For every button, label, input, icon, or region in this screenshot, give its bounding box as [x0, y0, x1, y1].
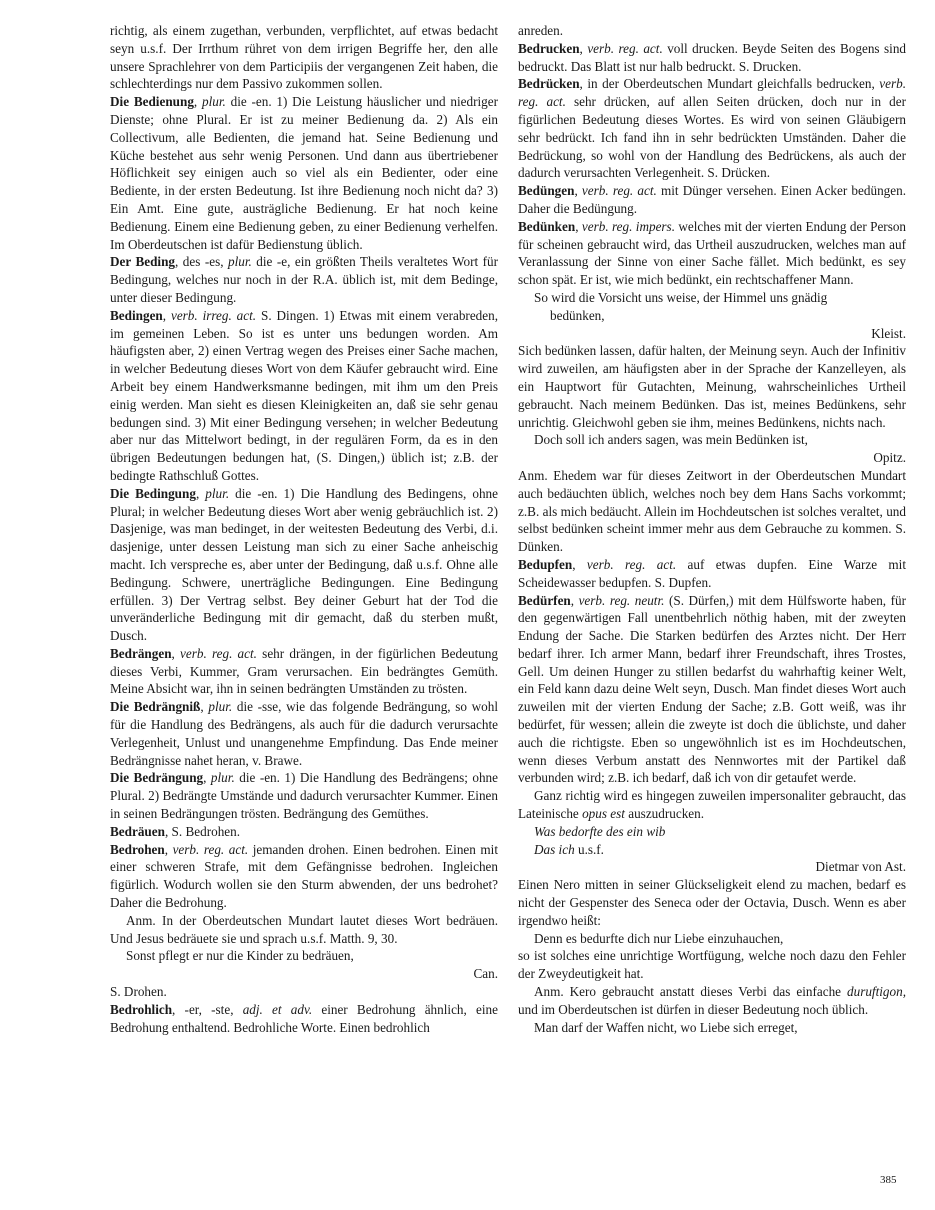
- grammar: verb. irreg. act.: [170, 307, 257, 323]
- headword: Die Bedingung: [110, 485, 196, 501]
- grammar: verb. reg. act.: [587, 40, 663, 56]
- headword: Bedrohen: [110, 841, 165, 857]
- text-run: und im Oberdeutschen ist dürfen in dieser Bedeutung noch üblich.: [518, 1001, 869, 1017]
- left-column: [110, 22, 498, 1036]
- entry-text-pre: , -er, -ste,: [172, 1001, 243, 1017]
- text-run: auszudrucken.: [624, 806, 705, 822]
- right-paragraph-5: so ist solches eine unrichtige Wortfügung, welche noch dazu den Fehler der Zweydeutigkeit hat.: [518, 948, 906, 982]
- old-german-quote: Was bedorfte des ein wib: [534, 823, 666, 839]
- verse-quote: Doch soll ich anders sagen, was mein Bedünken ist,: [534, 432, 808, 448]
- entry-text-pre: , des -es,: [175, 254, 228, 270]
- entry-bedingung: Die Bedingung, plur. die -en. 1) Die Handlung des Bedingens, ohne Plural; in welcher Bedeutung dieses Wort aber wenig gebräuchlich ist. 2) Dasjenige, was man bedinget, in der weitesten Bedeutung des Verbi, d.i. dasjenige, unter dessen Leistung man sich zu einer Sache anheischig macht. Ich verspreche es, aber unter der Bedingung, daß u.s.f. Ohne alle Bedingung. Schwere, unerträgliche Bedingungen. Eine Bedingung erfüllen. 3) Der Vertrag selbst. Bey deiner Geburt hat der Tod die unveränderliche Bedingung mit dir gemacht, daß du sterben mußt, Dusch.: [110, 485, 499, 644]
- text-run: Anm. Kero gebraucht anstatt dieses Verbi das einfache: [534, 984, 848, 1000]
- headword: Bedrängen: [110, 645, 172, 661]
- verse-quote-continuation: bedünken,: [550, 307, 605, 323]
- quote-source: Kleist.: [871, 325, 906, 341]
- headword: Bedrucken: [518, 40, 580, 56]
- annotation: Anm. In der Oberdeutschen Mundart lautet dieses Wort bedräuen. Und Jesus bedräuete sie und sprach u.s.f. Matth. 9, 30.: [110, 912, 498, 946]
- headword: Bedräuen: [110, 823, 165, 839]
- entry-bedienung: Die Bedienung, plur. die -en. 1) Die Leistung häuslicher und niedriger Dienste; ohne Plural. Er ist zu meiner Bedienung da. 2) Als ein Collectivum, alle Bedienten, die jemand hat. Seine Bedienung und Küche bestehet aus sehr wenig Personen. Und dann aus übertriebener Höflichkeit sey einigen auch so viel als ein Bedienter, oder eine Bediente, in der ersten Bedeutung. Ist ihre Bedienung noch nicht da? 3) Ein Amt. Eine gute, austrägliche Bedienung. Er hat noch keine Bedienung. Einem eine Bedienung geben, zu einer Bedienung verhelfen. Im Oberdeutschen ist dafür Bedienstung üblich.: [110, 94, 499, 252]
- quote-source: Dietmar von Ast.: [815, 859, 906, 875]
- entry-text: mit Dünger versehen. Einen Acker bedüngen. Daher die Bedüngung.: [518, 183, 906, 216]
- annotation: [518, 983, 906, 1019]
- entry-bedingen: Bedingen, verb. irreg. act. S. Dingen. 1) Etwas mit einem verabreden, im gemeinen Leben. So ist es unter uns bedungen worden. Am häufigsten aber, 2) einen Vertrag wegen des Preises einer Sache machen, in welcher Bedeutung dieses Wort von dem Käufer gebraucht wird. Eine Arbeit bey einem Handwerksmanne bedingen, mit ihm um den Preis einig werden. Man sieht es diesen Kleinigkeiten an, daß sie sehr genau bedungen sind. 3) Mit einer Bedingung versehen; in welcher Bedeutung aber nur das Mittelwort bedingt, in der regulären Form, da es in den übrigen Bedeutungen bedungen hat, (S. Dingen,) üblich ist; z.B. der bedingte Rathschluß Gottes.: [110, 307, 499, 483]
- headword: Bedingen: [110, 307, 163, 323]
- entry-text: jemanden drohen. Einen bedrohen. Einen mit einer schweren Strafe, mit dem Gefängnisse bedrohen. Ingleichen figürlich. Wodurch wollen sie den Sturm abwenden, der uns bedrohet? Daher die Bedrohung.: [110, 841, 499, 911]
- grammar: plur.: [202, 94, 226, 110]
- headword: Bedünken: [518, 218, 576, 234]
- page-number: 385: [880, 1174, 897, 1186]
- grammar: plur.: [227, 254, 252, 270]
- grammar: verb. reg. act.: [586, 556, 677, 572]
- entry-bedraengung: Die Bedrängung, plur. die -en. 1) Die Handlung des Bedrängens; ohne Plural. 2) Bedrängte Umstände und dadurch verursachter Kummer. Einen in seinen Bedrängungen trösten. Bedrängung des Gemüthes.: [110, 770, 498, 822]
- entry-beduengen: Bedüngen, verb. reg. act. mit Dünger versehen. Einen Acker bedüngen. Daher die Bedüngung.: [518, 183, 906, 216]
- entry-text: die -sse, wie das folgende Bedrängung, so wohl für die Handlung des Bedrängens, als auch für die dadurch verursachte Verlegenheit, Unlust und unangenehme Empfindung. Das Ende meiner Bedrängnisse nahet heran, v. Brawe.: [110, 699, 499, 768]
- headword: Bedrücken: [518, 76, 580, 92]
- right-paragraph-4: Einen Nero mitten in seiner Glückseligkeit elend zu machen, bedarf es nicht der Gespenster des Seneca oder der Octavia, Dusch. Wenn es aber irgendwo heißt:: [518, 877, 906, 928]
- entry-bedupfen: Bedupfen, verb. reg. act. auf etwas dupfen. Eine Warze mit Scheidewasser bedupfen. S. Dupfen.: [518, 556, 907, 590]
- entry-text: die -en. 1) Die Handlung des Bedrängens; ohne Plural. 2) Bedrängte Umstände und dadurch verursachter Kummer. Einen in seinen Bedrängungen trösten. Bedrängung des Gemüthes.: [110, 770, 498, 822]
- cross-reference: S. Drohen.: [110, 984, 167, 1000]
- text-run: u.s.f.: [574, 841, 604, 857]
- right-paragraph-2: Sich bedünken lassen, dafür halten, der Meinung seyn. Auch der Infinitiv wird zuweilen, am häufigsten aber in der Sprache der Kanzelleyen, als ein Hauptwort für Gutachten, Meinung, wahrscheinliches Urtheil gebraucht. Nach meinem Bedünken. Das ist, meines Bedünkens, sehr unrichtig. Gleichwohl geben sie ihm, meines Bedünkens, nichts nach.: [518, 343, 906, 430]
- entry-bedraeuen: [110, 823, 498, 841]
- entry-text: die -en. 1) Die Leistung häuslicher und niedriger Dienste; ohne Plural. Er ist zu meiner Bedienung da. 2) Als ein Collectivum, alle Bedienten, die jemand hat. Seine Bedienung und Küche bestehet aus sehr wenig Personen. Und dann aus übertriebener Höflichkeit sey einigen auch so viel als ein Bedienter, oder eine Bediente, in der ersten Bedeutung. Ist ihre Bedienung noch nicht da? 3) Ein Amt. Eine gute, austrägliche Bedienung. Er hat noch keine Bedienung. Einem eine Bedienung geben, zu einer Bedienung verhelfen. Im Oberdeutschen ist dafür Bedienstung üblich.: [110, 94, 499, 252]
- old-german-quote: [518, 841, 906, 859]
- entry-text: die -e, ein größten Theils veraltetes Wort für Bedingung, welches nur noch in der R.A. üblich ist, mit dem Bedinge, unter dieser Bedingung.: [110, 254, 498, 305]
- grammar: plur.: [210, 770, 235, 786]
- verse-quote: So wird die Vorsicht uns weise, der Himmel uns gnädig: [534, 289, 828, 305]
- entry-beduenken: Bedünken, verb. reg. impers. welches mit der vierten Endung der Person für scheinen gebraucht wird, das Urtheil auszudrucken, welches man auf Veranlassung der Sinne von einer Sache fället. Mich bedünkt, es sey schon spät. Er ist, wie mich bedünkt, ein rechtschaffener Mann.: [518, 218, 907, 288]
- entry-text: , S. Bedrohen.: [164, 823, 241, 839]
- quote-italic: Das ich: [534, 841, 575, 857]
- verse-quote: Sonst pflegt er nur die Kinder zu bedräuen,: [126, 948, 354, 964]
- entry-text-pre: , in der Oberdeutschen Mundart gleichfalls bedrucken,: [579, 76, 880, 92]
- grammar: adj. et adv.: [242, 1001, 313, 1017]
- right-paragraph-3: [518, 787, 906, 823]
- grammar: verb. reg. act.: [180, 645, 257, 661]
- entry-bedraengen: Bedrängen, verb. reg. act. sehr drängen, in der figürlichen Bedeutung dieses Verbi, Kummer, Gram verursachen. Ein bedrängtes Gemüth. Meine Absicht war, ihn in seinen bedrängten Umständen zu trösten.: [110, 645, 499, 697]
- entry-text: (S. Dürfen,) mit dem Hülfsworte haben, für den gegenwärtigen Fall unentbehrlich nöthig haben, mit der zweyten Endung der Sache. Die Starken bedürfen des Arztes nicht. Der Herr bedarf ihrer. Ich armer Mann, bedarf ihrer Freundschaft, ihres Trostes, Gell. Um deinen Hunger zu stillen bedarfst du wahrhaftig keiner Welt, ein Feld kann dazu deine Welt seyn, Dusch. Man findet dieses Wort auch zuweilen mit der vierten Endung der Sache; z.B. Gott weiß, was ihr bedürfet, für wessen; allein die zweyte ist doch die üblichste, und daher auch die richtigste. Eben so ungewöhnlich ist es im Hochdeutschen, wenn dieses Verbum anstatt des Nennwortes mit der Partikel daß verbunden wird; z.B. ich bedarf, daß ich von dir getaufet werde.: [518, 592, 906, 786]
- entry-text: sehr drücken, auf allen Seiten drücken, doch nur in der figürlichen Bedeutung dieses Wortes. Es wird von seinen Gläubigern sehr bedrückt. Ich fand ihn in sehr bedrückten Umständen. Daher die Bedrückung, so wohl von der Handlung des Bedrückens, als auch der dadurch verursachten Verlegenheit. S. Drücken.: [518, 94, 907, 181]
- entry-bedrohlich: [110, 1001, 498, 1037]
- latin-phrase: opus est: [582, 806, 625, 822]
- old-word: duruftigon,: [847, 984, 906, 1000]
- entry-beding: [110, 253, 498, 306]
- headword: Die Bedrängniß: [110, 699, 201, 715]
- entry-text: auf etwas dupfen. Eine Warze mit Scheidewasser bedupfen. S. Dupfen.: [518, 556, 907, 590]
- headword: Die Bedrängung: [110, 770, 204, 786]
- grammar: verb. reg. act.: [518, 76, 906, 110]
- right-column: [518, 22, 906, 1036]
- headword: Bedüngen: [518, 183, 575, 199]
- grammar: plur.: [205, 485, 230, 501]
- entry-bedrucken: Bedrucken, verb. reg. act. voll drucken. Beyde Seiten des Bogens sind bedruckt. Das Blatt ist nur halb bedruckt. S. Drucken.: [518, 40, 907, 74]
- verse-quote: Denn es bedurfte dich nur Liebe einzuhauchen,: [534, 930, 784, 946]
- headword: Die Bedienung: [110, 94, 194, 110]
- headword: Der Beding: [110, 254, 176, 270]
- grammar: verb. reg. act.: [581, 183, 657, 199]
- headword: Bedupfen: [518, 556, 573, 572]
- verse-quote: Man darf der Waffen nicht, wo Liebe sich erreget,: [534, 1019, 798, 1035]
- entry-text: S. Dingen. 1) Etwas mit einem verabreden, im gemeinen Leben. So ist es unter uns bedungen worden. Am häufigsten aber, 2) einen Vertrag wegen des Preises einer Sache machen, in welcher Bedeutung dieses Wort von dem Käufer gebraucht wird. Eine Arbeit bey einem Handwerksmanne bedingen, mit ihm um den Preis einig werden. Man sieht es diesen Kleinigkeiten an, daß sie sehr genau bedungen sind. 3) Mit einer Bedingung versehen; in welcher Bedeutung aber nur das Mittelwort bedingt, in der regulären Form, da es in den übrigen Bedeutungen bedungen hat, (S. Dingen,) üblich ist; z.B. der bedingte Rathschluß Gottes.: [110, 307, 499, 483]
- left-paragraph-1: richtig, als einem zugethan, verbunden, verpflichtet, auf etwas bedacht seyn u.s.f. Der Irrthum rühret von dem irrigen Begriffe her, den alle unsere Sprachlehrer von dem Participiis der vergangenen Zeit haben, die schlechterdings nur dem Passivo zukommen sollen.: [110, 23, 498, 92]
- entry-text: voll drucken. Beyde Seiten des Bogens sind bedruckt. Das Blatt ist nur halb bedruckt. S. Drucken.: [518, 40, 907, 74]
- entry-text: die -en. 1) Die Handlung des Bedingens, ohne Plural; in welcher Bedeutung dieses Wort aber wenig gebräuchlich ist. 2) Dasjenige, was man bedinget, in der weitesten Bedeutung des Verbi, d.i. dasjenige, unter dessen Leistung man sich zu einer Sache anheischig macht. Ich verspreche es, aber unter der Bedingung, daß u.s.f. Ohne alle Bedingung. Schwere, unerträgliche Bedingungen. Eine Bedingung erfüllen. 3) Der Vertrag selbst. Bey deiner Geburt hat der Tod die unveränderliche Bedingung mit dir gemacht, daß du sterben mußt, Dusch.: [110, 485, 499, 644]
- quote-source: Can.: [473, 966, 498, 982]
- entry-text: welches mit der vierten Endung der Person für scheinen gebraucht wird, das Urtheil auszudrucken, welches man auf Veranlassung der Sinne von einer Sache fället. Mich bedünkt, es sey schon spät. Er ist, wie mich bedünkt, ein rechtschaffener Mann.: [518, 218, 907, 288]
- entry-text: sehr drängen, in der figürlichen Bedeutung dieses Verbi, Kummer, Gram verursachen. Ein bedrängtes Gemüth. Meine Absicht war, ihn in seinen bedrängten Umständen zu trösten.: [110, 645, 499, 697]
- grammar: plur.: [208, 699, 233, 715]
- entry-bedraengniss: Die Bedrängniß, plur. die -sse, wie das folgende Bedrängung, so wohl für die Handlung des Bedrängens, als auch für die dadurch verursachte Verlegenheit, Unlust und unangenehme Empfindung. Das Ende meiner Bedrängnisse nahet heran, v. Brawe.: [110, 699, 499, 768]
- headword: Bedürfen: [518, 592, 571, 608]
- grammar: verb. reg. act.: [172, 841, 249, 857]
- quote-source: Opitz.: [873, 450, 906, 466]
- grammar: verb. reg. neutr.: [578, 592, 665, 608]
- grammar: verb. reg. impers.: [581, 218, 675, 234]
- entry-bedrohen: Bedrohen, verb. reg. act. jemanden drohen. Einen bedrohen. Einen mit einer schweren Strafe, mit dem Gefängnisse bedrohen. Ingleichen figürlich. Wodurch wollen sie den Sturm abwenden, der uns bedrohet? Daher die Bedrohung.: [110, 841, 499, 911]
- entry-beduerfen: Bedürfen, verb. reg. neutr. (S. Dürfen,) mit dem Hülfsworte haben, für den gegenwärtigen Fall unentbehrlich nöthig haben, mit der zweyten Endung der Sache. Die Starken bedürfen des Arztes nicht. Der Herr bedarf ihrer. Ich armer Mann, bedarf ihrer Freundschaft, ihres Trostes, Gell. Um deinen Hunger zu stillen bedarfst du wahrhaftig keiner Welt, ein Feld kann dazu deine Welt seyn, Dusch. Man findet dieses Wort auch zuweilen mit der vierten Endung der Sache; z.B. Gott weiß, was ihr bedürfet, für wessen; allein die zweyte ist doch die üblichste, und daher auch die richtigste. Eben so ungewöhnlich ist es im Hochdeutschen, wenn dieses Verbum anstatt des Nennwortes mit der Partikel daß verbunden wird; z.B. ich bedarf, daß ich von dir getaufet werde.: [518, 592, 906, 786]
- annotation: Anm. Ehedem war für dieses Zeitwort in der Oberdeutschen Mundart auch bedäuchten üblich, welches noch bey dem Hans Sachs vorkommt; z.B. als mich bedäucht. Allein im Hochdeutschen ist solches veraltet, und selbst bedünken scheint immer mehr aus dem Gebrauche zu kommen. S. Dünken.: [518, 467, 906, 555]
- headword: Bedrohlich: [110, 1001, 173, 1017]
- entry-text: einer Bedrohung ähnlich, eine Bedrohung enthaltend. Bedrohliche Worte. Einen bedrohlich: [110, 1001, 498, 1035]
- entry-bedruecken: [518, 75, 906, 182]
- right-paragraph-1: anreden.: [518, 23, 564, 38]
- text-run: Ganz richtig wird es hingegen zuweilen impersonaliter gebraucht, das Lateinische: [518, 788, 906, 822]
